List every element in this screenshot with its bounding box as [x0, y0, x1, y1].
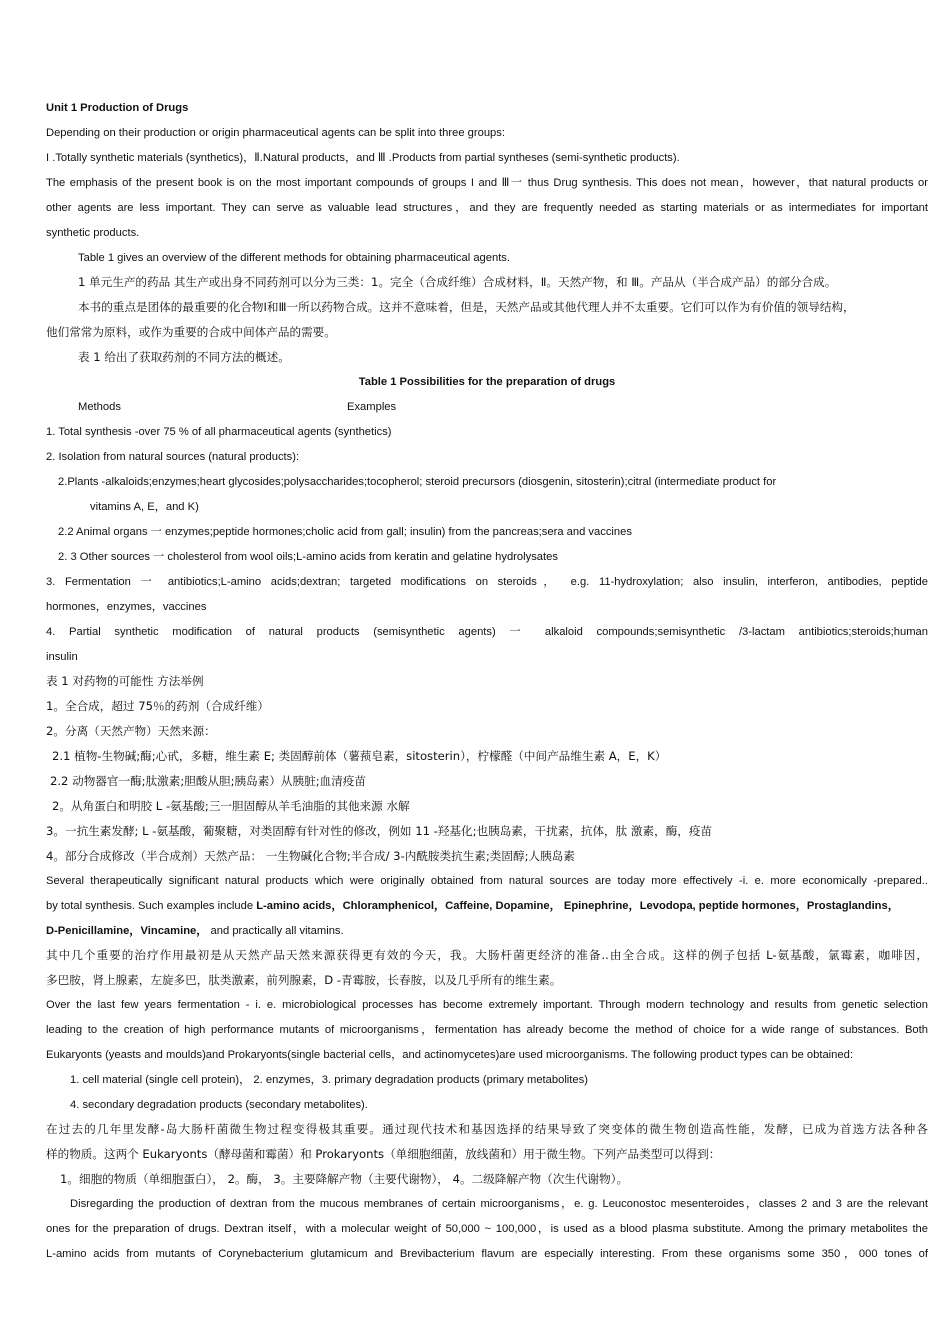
- table-line: 1. Total synthesis -over 75 % of all pharmaceutical agents (synthetics): [46, 426, 392, 438]
- table-line: 3. Fermentation 一 antibiotics;L-amino acids;dextran; targeted modifications on steroids， e.g. 11-hydroxylation; also insulin, interferon, antibodies, peptide: [46, 576, 928, 588]
- chinese-paragraph-line: 他们常常为原料，或作为重要的合成中间体产品的需要。: [46, 325, 336, 339]
- paragraph-line: Depending on their production or origin pharmaceutical agents can be split into three groups:: [46, 127, 505, 139]
- paragraph-line: [46, 899, 928, 913]
- chinese-table-line: 2.1 植物-生物碱;酶;心甙，多糖，维生素 E; 类固醇前体（薯蓣皂素，sitosterin），柠檬醛（中间产品维生素 A，E，K）: [52, 749, 667, 763]
- table-line: 2. Isolation from natural sources (natural products):: [46, 451, 300, 463]
- paragraph-line: L-amino acids from mutants of Corynebacterium glutamicum and Brevibacterium flavum are especially interesting. From these organisms some 350，000 tones of: [46, 1248, 928, 1260]
- text-run: and practically all vitamins.: [207, 925, 344, 937]
- paragraph-line: Several therapeutically significant natural products which were originally obtained from natural sources are today more effectively -i. e. more economically -prepared..: [46, 875, 928, 887]
- text-run: by total synthesis. Such examples include: [46, 900, 257, 912]
- chinese-table-line: 3。一抗生素发酵; L -氨基酸，葡聚糖，对类固醇有针对性的修改，例如 11 -羟基化;也胰岛素，干扰素，抗体，肽 激素，酶，疫苗: [46, 824, 713, 838]
- chinese-paragraph-line: 1 单元生产的药品 其生产或出身不同药剂可以分为三类：1。完全（合成纤维）合成材料，Ⅱ。天然产物，和 Ⅲ。产品从（半合成产品）的部分合成。: [78, 275, 837, 289]
- chinese-paragraph-line: 在过去的几年里发酵-岛大肠杆菌微生物过程变得极其重要。通过现代技术和基因选择的结果导致了突变体的微生物创造高性能，发酵，已成为首选方法各种各: [46, 1122, 928, 1136]
- paragraph-line: leading to the creation of high performance mutants of microorganisms，fermentation has already become the method of choice for a wide range of substances. Both: [46, 1024, 928, 1036]
- table-header-examples: Examples: [347, 401, 397, 413]
- table-line: 2.Plants -alkaloids;enzymes;heart glycosides;polysaccharides;tocopherol; steroid precursors (diosgenin, sitosterin);citral (intermediate product for: [58, 476, 777, 488]
- chinese-table-line: 2。分离（天然产物）天然来源：: [46, 724, 216, 738]
- chinese-paragraph-line: 多巴胺，肾上腺素，左旋多巴，肽类激素，前列腺素，D -青霉胺，长春胺，以及几乎所有的维生素。: [46, 973, 562, 987]
- table-line: 2. 3 Other sources 一 cholesterol from wool oils;L-amino acids from keratin and gelatine hydrolysates: [58, 551, 558, 563]
- chinese-table-line: 2.2 动物器官一酶;肽激素;胆酸从胆;胰岛素）从胰脏;血清疫苗: [50, 774, 366, 788]
- bold-text-run: L-amino acids，Chloramphenicol，Caffeine, Dopamine， Epinephrine，Levodopa, peptide hormones，Prostaglandins，: [256, 900, 899, 912]
- table-line: 2.2 Animal organs 一 enzymes;peptide hormones;cholic acid from gall; insulin) from the pancreas;sera and vaccines: [58, 526, 632, 538]
- bold-text-run: D-Penicillamine，Vincamine，: [46, 925, 208, 937]
- paragraph-line: Table 1 gives an overview of the different methods for obtaining pharmaceutical agents.: [78, 252, 511, 264]
- chinese-paragraph-line: 1。细胞的物质（单细胞蛋白）， 2。酶， 3。主要降解产物（主要代谢物）， 4。二级降解产物（次生代谢物）。: [60, 1172, 629, 1186]
- chinese-table-line: 4。部分合成修改（半合成剂）天然产品： 一生物碱化合物;半合成/ 3-内酰胺类抗生素;类固醇;人胰岛素: [46, 849, 575, 863]
- paragraph-line: 4. secondary degradation products (secondary metabolites).: [70, 1099, 368, 1111]
- table-title: Table 1 Possibilities for the preparation of drugs: [358, 376, 616, 388]
- table-header-methods: Methods: [78, 401, 121, 413]
- paragraph-line: I .Totally synthetic materials (synthetics)，Ⅱ.Natural products，and Ⅲ .Products from partial syntheses (semi-synthetic products).: [46, 152, 680, 164]
- paragraph-line: Over the last few years fermentation - i. e. microbiological processes has become extremely important. Through modern technology and results from genetic selection: [46, 999, 928, 1011]
- paragraph-line: The emphasis of the present book is on the most important compounds of groups I and Ⅲ一 thus Drug synthesis. This does not mean，however，that natural products or: [46, 177, 928, 189]
- table-line: vitamins A, E，and K): [90, 501, 199, 513]
- paragraph-line: 1. cell material (single cell protein)， 2. enzymes，3. primary degradation products (primary metabolites): [70, 1074, 588, 1086]
- chinese-paragraph-line: 其中几个重要的治疗作用最初是从天然产品天然来源获得更有效的今天，我。大肠杆菌更经济的准备..由全合成。这样的例子包括 L-氨基酸，氯霉素，咖啡因，: [46, 948, 928, 962]
- chinese-table-line: 2。从角蛋白和明胶 L -氨基酸;三一胆固醇从羊毛油脂的其他来源 水解: [52, 799, 410, 813]
- chinese-table-line: 表 1 对药物的可能性 方法举例: [46, 674, 204, 688]
- chinese-paragraph-line: 样的物质。这两个 Eukaryonts（酵母菌和霉菌）和 Prokaryonts（单细胞细菌，放线菌和）用于微生物。下列产品类型可以得到：: [46, 1147, 721, 1161]
- chinese-table-line: 1。全合成，超过 75％的药剂（合成纤维）: [46, 699, 269, 713]
- paragraph-line: Eukaryonts (yeasts and moulds)and Prokaryonts(single bacterial cells，and actinomycetes)are used microorganisms. The following product types can be obtained:: [46, 1049, 853, 1061]
- table-line: insulin: [46, 651, 78, 663]
- table-line: hormones，enzymes，vaccines: [46, 601, 207, 613]
- chinese-paragraph-line: 表 1 给出了获取药剂的不同方法的概述。: [78, 350, 290, 364]
- paragraph-line: ones for the preparation of drugs. Dextran itself，with a molecular weight of 50,000 ~ 100,000，is used as a blood plasma substitute. Among the primary metabolites the: [46, 1223, 928, 1235]
- table-line: 4. Partial synthetic modification of natural products (semisynthetic agents) 一 alkaloid compounds;semisynthetic /3-lactam antibiotics;steroids;human: [46, 626, 928, 638]
- paragraph-line: other agents are less important. They can serve as valuable lead structures，and they are frequently needed as starting materials or as intermediates for important: [46, 202, 928, 214]
- unit-title: Unit 1 Production of Drugs: [46, 102, 189, 114]
- paragraph-line: [46, 924, 928, 938]
- paragraph-line: synthetic products.: [46, 227, 140, 239]
- chinese-paragraph-line: 本书的重点是团体的最重要的化合物Ⅰ和Ⅲ一所以药物合成。这并不意味着，但是，天然产品或其他代理人并不太重要。它们可以作为有价值的领导结构，: [78, 300, 855, 314]
- paragraph-line: Disregarding the production of dextran from the mucous membranes of certain microorganisms，e. g. Leuconostoc mesenteroides，classes 2 and 3 are the relevant: [70, 1198, 928, 1210]
